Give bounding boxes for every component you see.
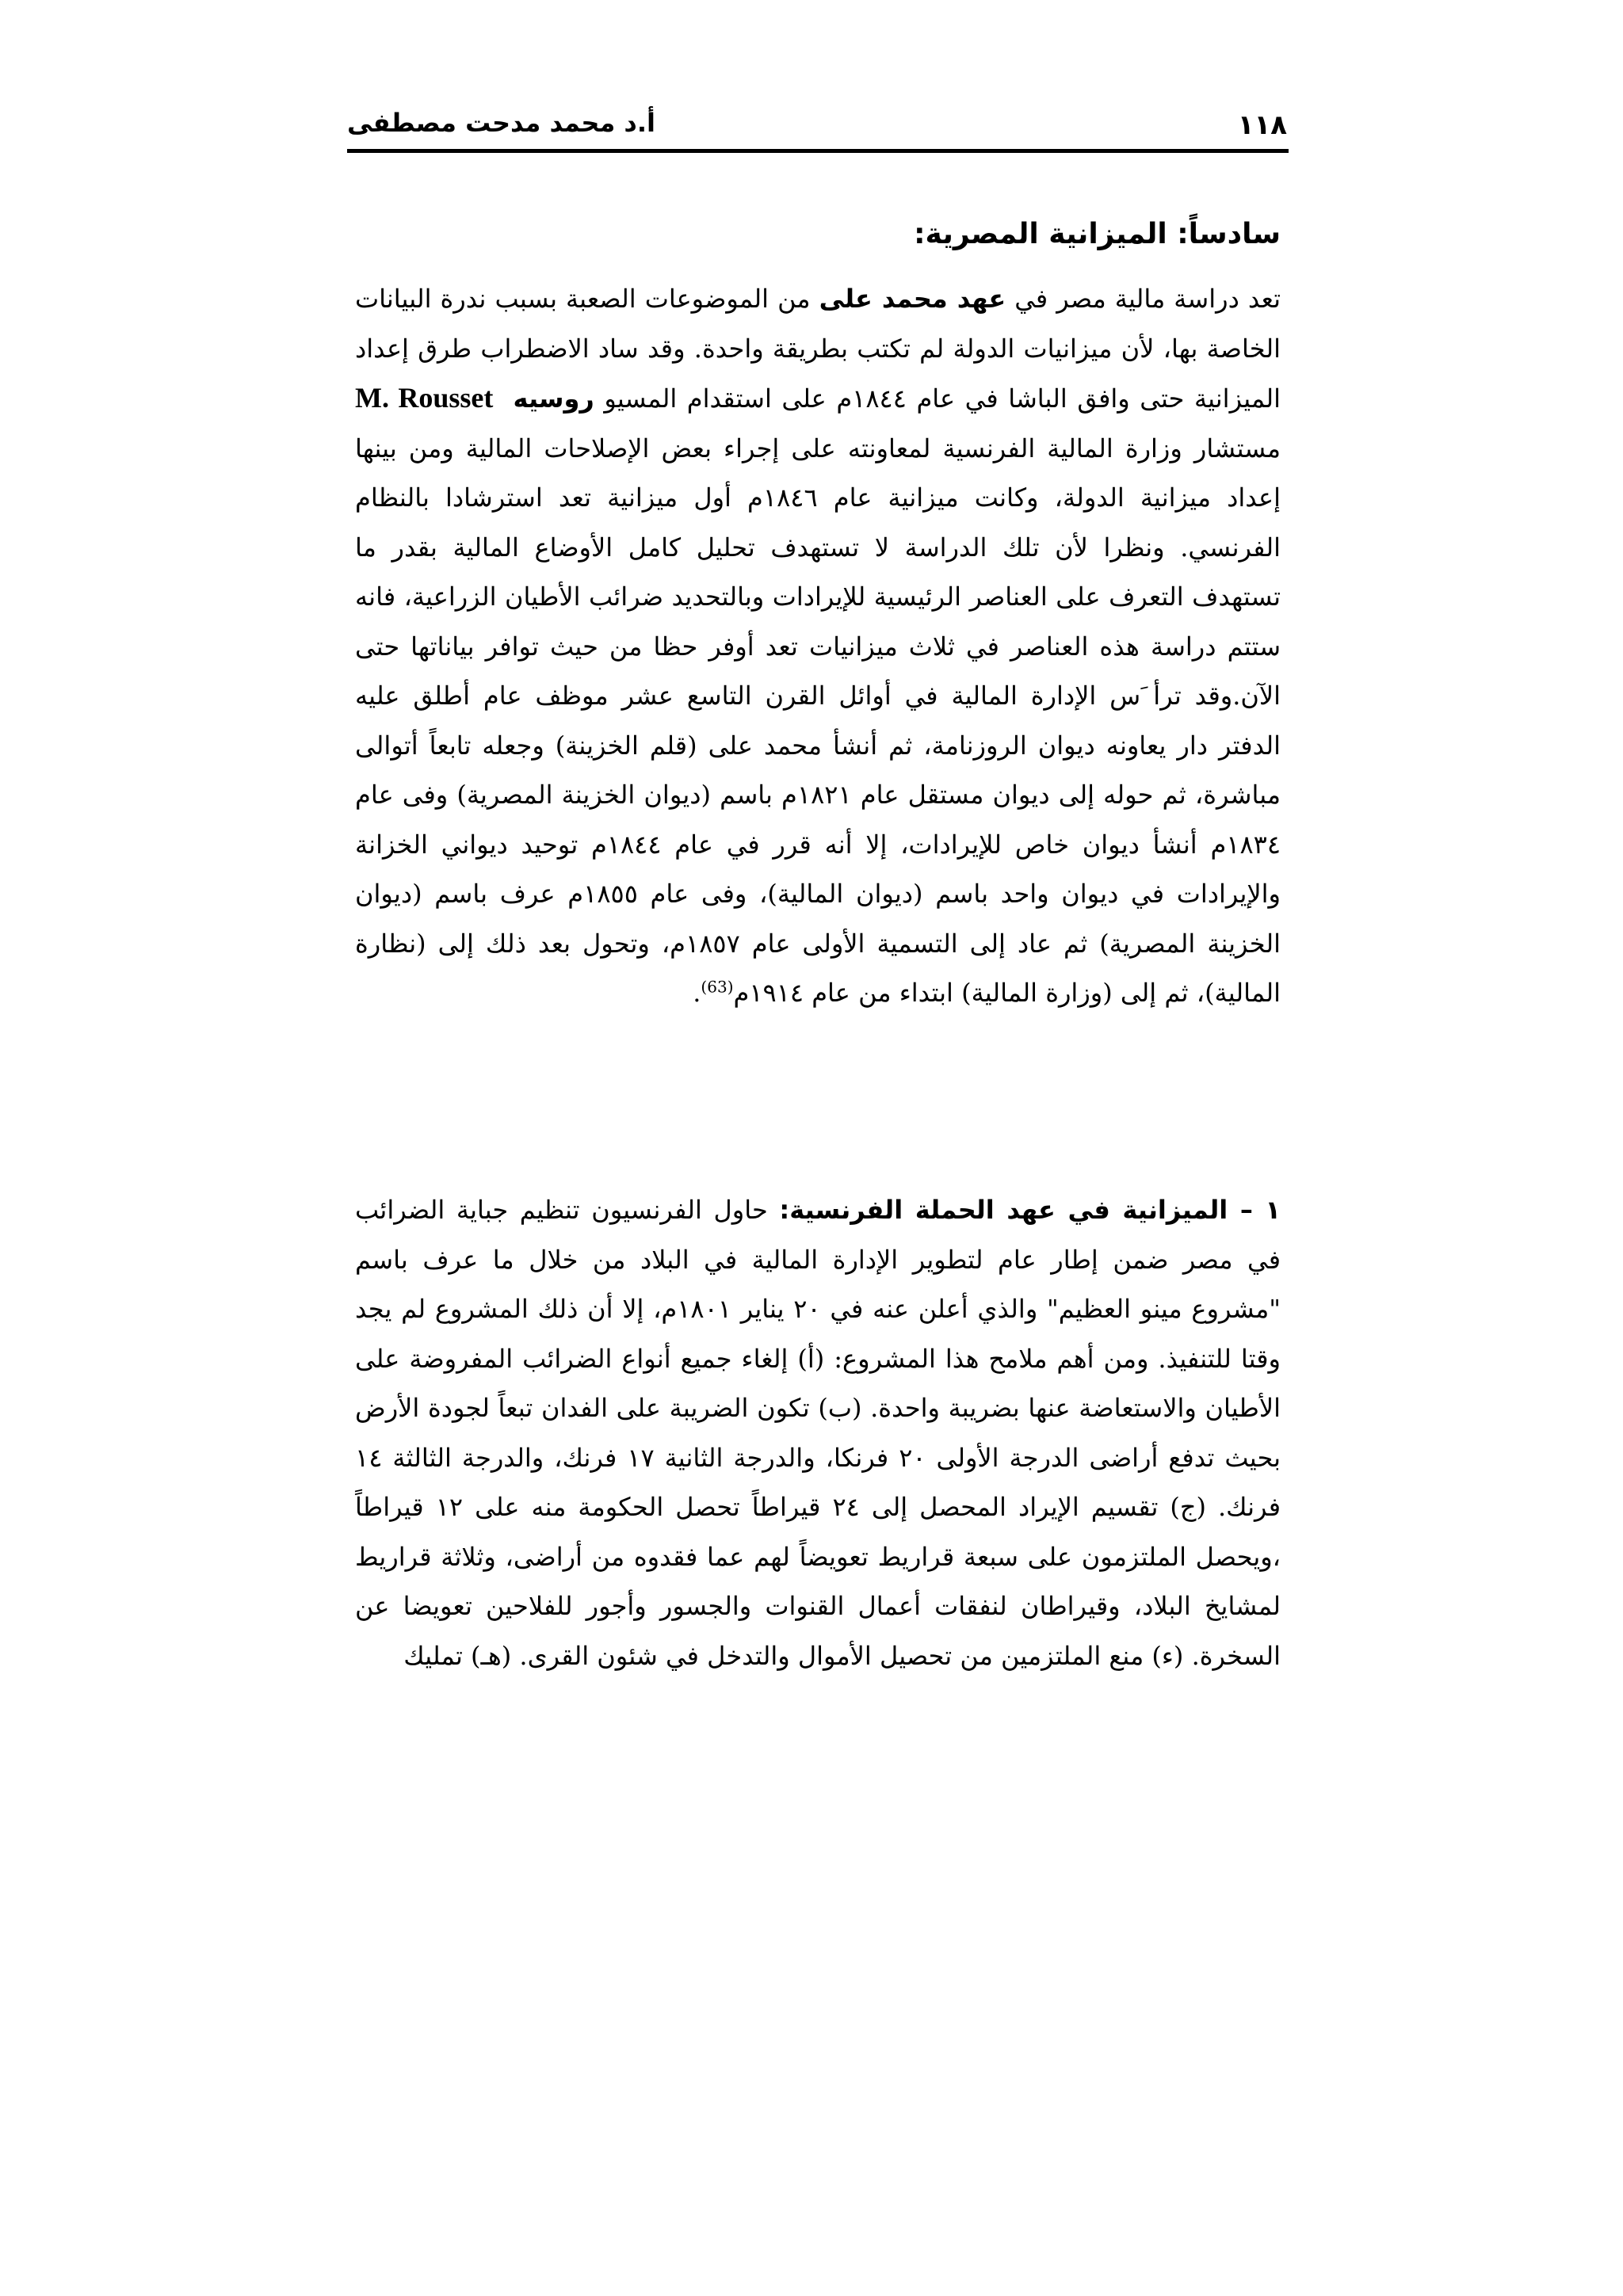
running-title: أ.د محمد مدحت مصطفى [347,108,655,138]
paragraph-1-text-a: تعد دراسة مالية مصر في [1006,284,1281,314]
latin-name: M. Rousset [355,382,494,414]
paragraph-1-text-b: من الموضوعات الصعبة بسبب ندرة البيانات الخاصة بها، لأن ميزانيات الدولة لم تكتب بطريقة واحدة. وقد ساد الاضطراب طرق إعداد الميزانية حتى وافق الباشا في عام ١٨٤٤م على استقدام المسيو [355,284,1281,414]
paragraph-2 [355,1185,1281,1680]
section-heading: سادساً: الميزانية المصرية: [914,218,1281,250]
paragraph-1-bold-a: عهد محمد على [819,284,1006,314]
page-number: ١١٨ [1237,109,1287,141]
paragraph-1 [355,274,1281,1018]
paragraph-1-end: . [693,978,701,1008]
header-rule [347,149,1289,153]
paragraph-2-bold-heading: ١ – الميزانية في عهد الحملة الفرنسية: [779,1195,1281,1225]
paragraph-1-text-c: مستشار وزارة المالية الفرنسية لمعاونته على إجراء بعض الإصلاحات المالية ومن بينها إعداد ميزانية الدولة، وكانت ميزانية عام ١٨٤٦م أول ميزانية تعد استرشادا بالنظام الفرنسي. ونظرا لأن تلك الدراسة لا تستهدف تحليل كامل الأوضاع المالية بقدر ما تستهدف التعرف على العناصر الرئيسية للإيرادات وبالتحديد ضرائب الأطيان الزراعية، فانه ستتم دراسة هذه العناصر في ثلاث ميزانيات تعد أوفر حظا من حيث توافر بياناتها حتى الآن.وقد ترأ َس الإدارة المالية في أوائل القرن التاسع عشر موظف عام أطلق عليه الدفتر دار يعاونه ديوان الروزنامة، ثم أنشأ محمد على (قلم الخزينة) وجعله تابعاً أتوالى مباشرة، ثم حوله إلى ديوان مستقل عام ١٨٢١م باسم (ديوان الخزينة المصرية) وفى عام ١٨٣٤م أنشأ ديوان خاص للإيرادات، إلا أنه قرر في عام ١٨٤٤م توحيد ديواني الخزانة والإيرادات في ديوان واحد باسم (ديوان المالية)، وفى عام ١٨٥٥م عرف باسم (ديوان الخزينة المصرية) ثم عاد إلى التسمية الأولى عام ١٨٥٧م، وتحول بعد ذلك إلى (نظارة المالية)، ثم إلى (وزارة المالية) ابتداء من عام ١٩١٤م [355,433,1281,1008]
paragraph-1-bold-b: روسيه [513,383,594,414]
page-header [347,105,1287,151]
footnote-reference: (63) [701,977,734,997]
paragraph-2-text: حاول الفرنسيون تنظيم جباية الضرائب في مصر ضمن إطار عام لتطوير الإدارة المالية في البلاد من خلال ما عرف باسم "مشروع مينو العظيم" والذي أعلن عنه في ٢٠ يناير ١٨٠١م، إلا أن ذلك المشروع لم يجد وقتا للتنفيذ. ومن أهم ملامح هذا المشروع: (أ) إلغاء جميع أنواع الضرائب المفروضة على الأطيان والاستعاضة عنها بضريبة واحدة. (ب) تكون الضريبة على الفدان تبعاً لجودة الأرض بحيث تدفع أراضى الدرجة الأولى ٢٠ فرنكا، والدرجة الثانية ١٧ فرنك، والدرجة الثالثة ١٤ فرنك. (ج) تقسيم الإيراد المحصل إلى ٢٤ قيراطاً تحصل الحكومة منه على ١٢ قيراطاً ،ويحصل الملتزمون على سبعة قراريط تعويضاً لهم عما فقدوه من أراضى، وثلاثة قراريط لمشايخ البلاد، وقيراطان لنفقات أعمال القنوات والجسور وأجور للفلاحين تعويضا عن السخرة. (ء) منع الملتزمين من تحصيل الأموال والتدخل في شئون القرى. (هـ) تمليك [355,1195,1281,1671]
